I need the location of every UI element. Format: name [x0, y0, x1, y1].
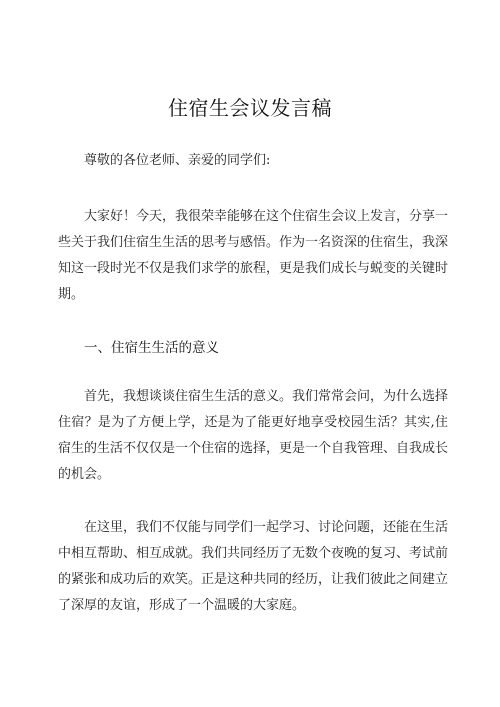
section-heading: 一、住宿生生活的意义	[84, 340, 219, 356]
opening-paragraph: 大家好！今天，我很荣幸能够在这个住宿生会议上发言，分享一些关于我们住宿生生活的思考与感悟。作为一名资深的住宿生，我深知这一段时光不仅是我们求学的旅程，更是我们成长与蜕变的关键时期。	[58, 209, 449, 302]
body-paragraph: 在这里，我们不仅能与同学们一起学习、讨论问题，还能在生活中相互帮助、相互成就。我们共同经历了无数个夜晚的复习、考试前的紧张和成功后的欢笑。正是这种共同的经历，让我们彼此之间建立了深厚的友谊，形成了一个温暖的大家庭。	[58, 520, 449, 613]
body-paragraph: 首先，我想谈谈住宿生生活的意义。我们常常会问，为什么选择住宿？是为了方便上学，还是为了能更好地享受校园生活？其实,住宿生的生活不仅仅是一个住宿的选择，更是一个自我管理、自我成长的机会。	[58, 389, 449, 482]
document-title: 住宿生会议发言稿	[168, 96, 332, 120]
greeting-line: 尊敬的各位老师、亲爱的同学们:	[84, 153, 271, 168]
